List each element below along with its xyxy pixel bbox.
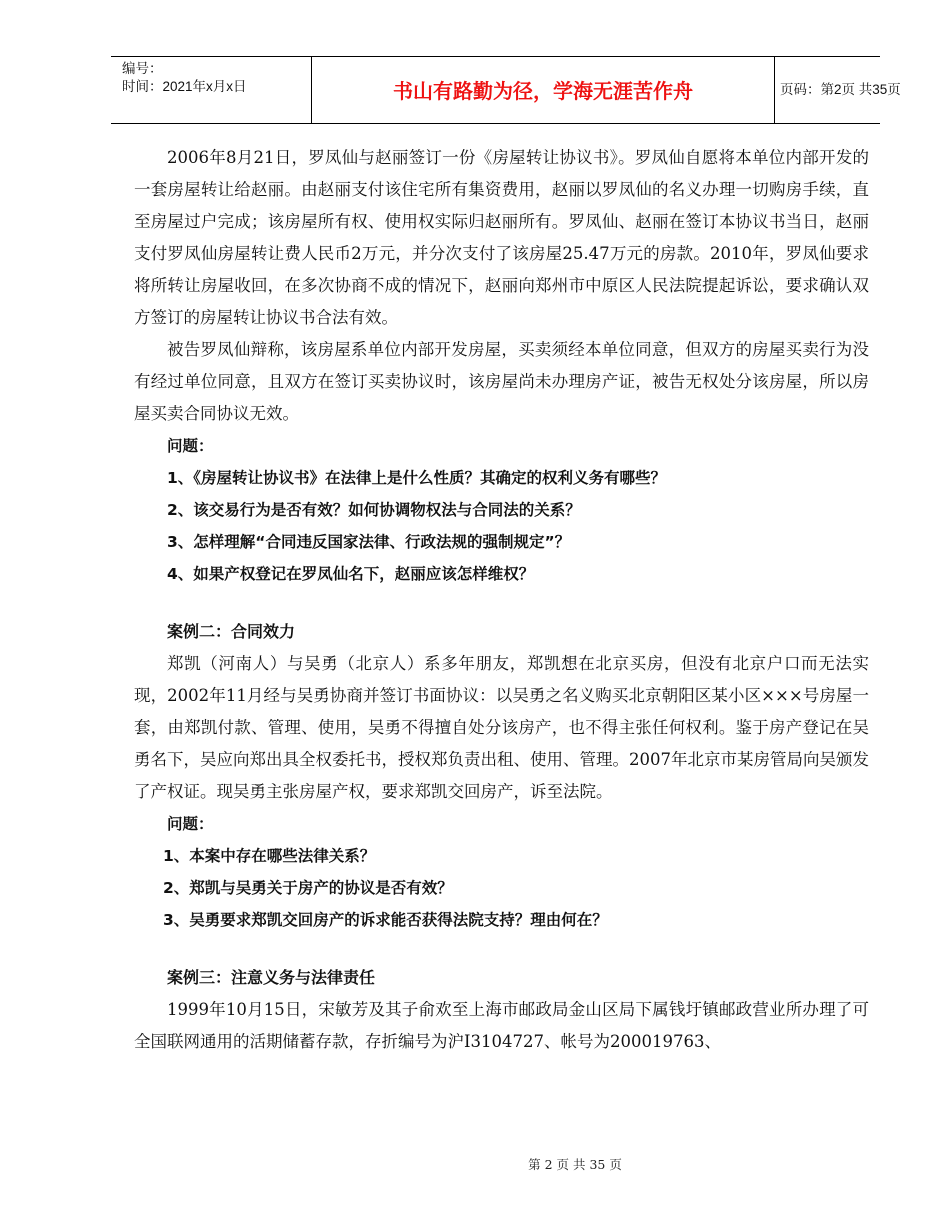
case2-heading: 案例二：合同效力 [167,622,296,641]
question-item: 3、怎样理解“合同违反国家法律、行政法规的强制规定”？ [167,533,571,551]
case3-paragraph: 1999年10月15日，宋敏芳及其子俞欢至上海市邮政局金山区局下属钱圩镇邮政营业所办理了可全国联网通用的活期储蓄存款，存折编号为沪I3104727、帐号为200019763、 [134,1000,869,1051]
question-item: 1、《房屋转让协议书》在法律上是什么性质？其确定的权利义务有哪些？ [167,469,667,487]
question-item: 2、郑凯与吴勇关于房产的协议是否有效？ [163,879,453,897]
document-body [134,142,869,1058]
question-item: 3、吴勇要求郑凯交回房产的诉求能否获得法院支持？理由何在？ [163,911,608,929]
question-item: 4、如果产权登记在罗凤仙名下，赵丽应该怎样维权？ [167,565,535,583]
case3-heading: 案例三：注意义务与法律责任 [167,968,376,987]
header-motto-cell [311,57,775,123]
case1-paragraph-2: 被告罗凤仙辩称，该房屋系单位内部开发房屋，买卖须经本单位同意，但双方的房屋买卖行为没有经过单位同意，且双方在签订买卖协议时，该房屋尚未办理房产证，被告无权处分该房屋，所以房屋买卖合同协议无效。 [134,340,869,423]
case1-paragraph-1: 2006年8月21日，罗凤仙与赵丽签订一份《房屋转让协议书》。罗凤仙自愿将本单位内部开发的一套房屋转让给赵丽。由赵丽支付该住宅所有集资费用，赵丽以罗凤仙的名义办理一切购房手续，直至房屋过户完成；该房屋所有权、使用权实际归赵丽所有。罗凤仙、赵丽在签订本协议书当日，赵丽支付罗凤仙房屋转让费人民币2万元，并分次支付了该房屋25.47万元的房款。2010年，罗凤仙要求将所转让房屋收回，在多次协商不成的情况下，赵丽向郑州市中原区人民法院提起诉讼，要求确认双方签订的房屋转让协议书合法有效。 [134,148,869,327]
questions-heading: 问题： [167,437,214,455]
question-item: 2、该交易行为是否有效？如何协调物权法与合同法的关系？ [167,501,581,519]
document-number-label: 编号： [122,61,163,76]
spacer [134,936,869,962]
header-page-number: 页码：第2页 共35页 [780,82,901,97]
questions-heading: 问题： [167,815,214,833]
question-item: 1、本案中存在哪些法律关系？ [163,847,376,865]
page-footer: 第 2 页 共 35 页 [528,1157,622,1172]
case2-paragraph: 郑凯（河南人）与吴勇（北京人）系多年朋友，郑凯想在北京买房，但没有北京户口而无法实现，2002年11月经与吴勇协商并签订书面协议：以吴勇之名义购买北京朝阳区某小区×××号房屋一套，由郑凯付款、管理、使用，吴勇不得擅自处分该房产，也不得主张任何权利。鉴于房产登记在吴勇名下，吴应向郑出具全权委托书，授权郑负责出租、使用、管理。2007年北京市某房管局向吴颁发了产权证。现吴勇主张房屋产权，要求郑凯交回房产，诉至法院。 [134,654,869,801]
page-header [111,56,901,124]
header-left-cell [111,57,311,123]
document-date-label: 时间：2021年x月x日 [122,79,247,94]
header-page-cell [774,57,901,123]
header-motto: 书山有路勤为径，学海无涯苦作舟 [393,79,693,103]
spacer [134,590,869,616]
